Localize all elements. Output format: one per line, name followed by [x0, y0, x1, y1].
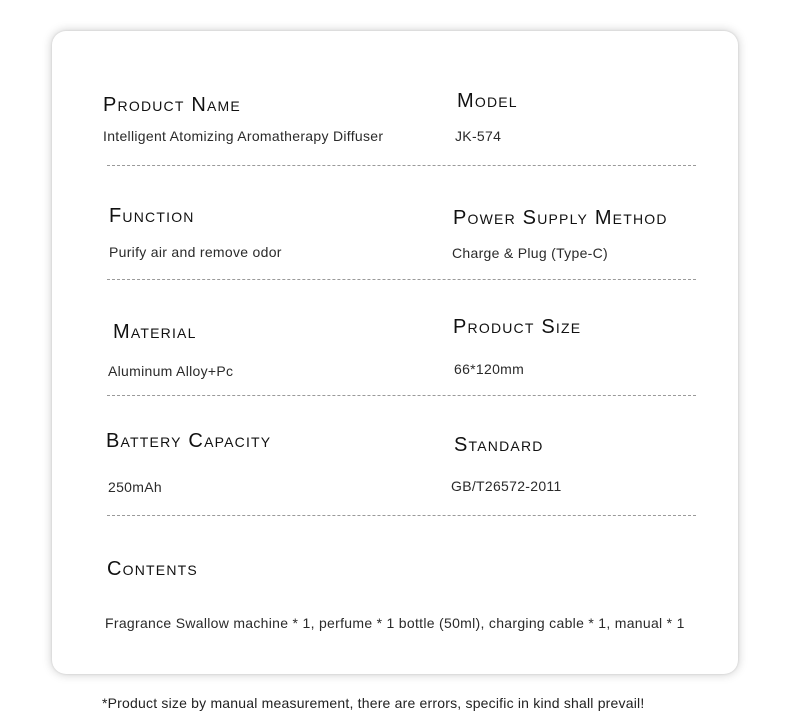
standard-value: GB/T26572-2011	[451, 478, 562, 494]
power-supply-value: Charge & Plug (Type-C)	[452, 245, 608, 261]
battery-capacity-value: 250mAh	[108, 479, 162, 495]
product-name-value: Intelligent Atomizing Aromatherapy Diffuser	[103, 128, 384, 144]
material-label: Material	[113, 321, 197, 343]
material-value: Aluminum Alloy+Pc	[108, 363, 234, 379]
divider	[107, 515, 696, 516]
function-value: Purify air and remove odor	[109, 244, 282, 260]
product-name-label: Product Name	[103, 94, 241, 116]
divider	[107, 279, 696, 280]
standard-label: Standard	[454, 434, 544, 456]
contents-value: Fragrance Swallow machine * 1, perfume * 1 bottle (50ml), charging cable * 1, manual * 1	[105, 615, 685, 631]
model-label: Model	[457, 90, 518, 112]
product-size-label: Product Size	[453, 316, 582, 338]
footnote: *Product size by manual measurement, there are errors, specific in kind shall prevail!	[102, 695, 645, 711]
divider	[107, 395, 696, 396]
battery-capacity-label: Battery Capacity	[106, 430, 272, 452]
power-supply-label: Power Supply Method	[453, 207, 668, 229]
function-label: Function	[109, 205, 195, 227]
contents-label: Contents	[107, 558, 198, 580]
product-size-value: 66*120mm	[454, 361, 525, 377]
model-value: JK-574	[455, 128, 502, 144]
divider	[107, 165, 696, 166]
